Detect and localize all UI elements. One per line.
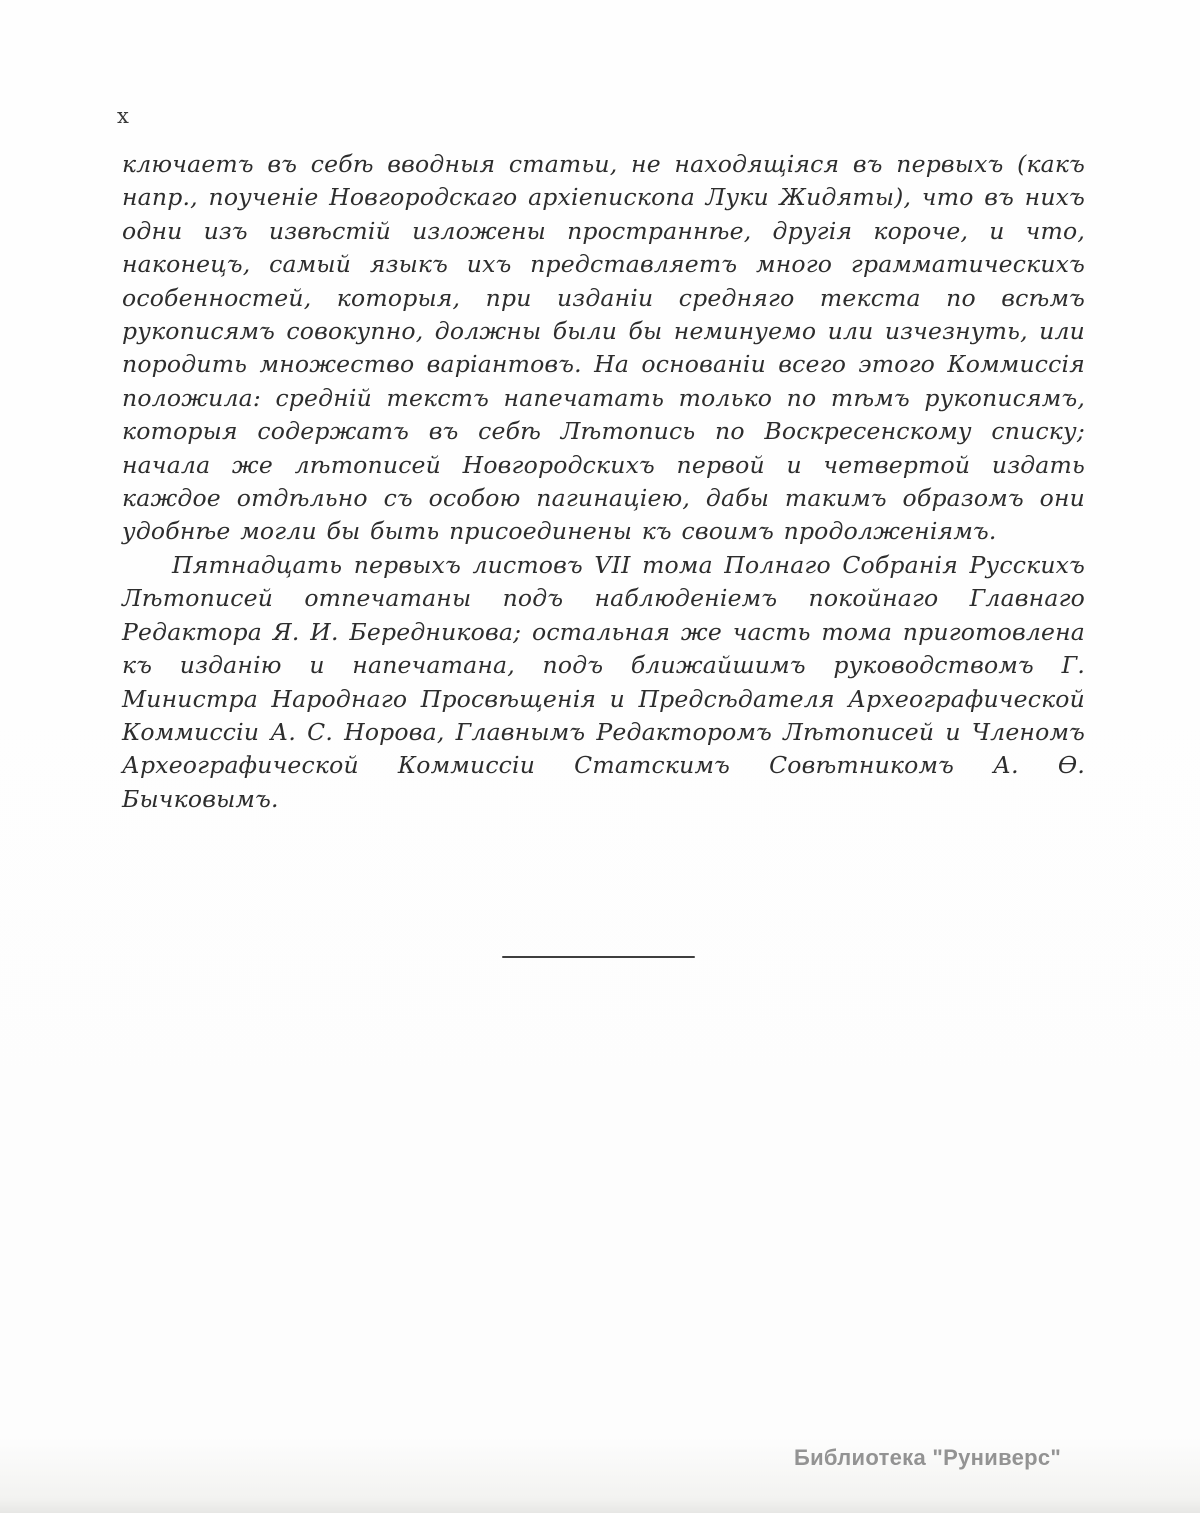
library-watermark: Библиотека "Руниверс" [794, 1445, 1062, 1470]
paragraph-colophon: Пятнадцать первыхъ листовъ VII тома Полнаго Собранія Русскихъ Лѣтописей отпечатаны подъ наблюденіемъ покойнаго Главнаго Редактора Я. И. Бередникова; остальная же часть тома приготовлена къ изданію и напечатана, подъ ближайшимъ руководствомъ Г. Министра Народнаго Просвѣщенія и Предсѣдателя Археографической Коммиссіи А. С. Норова, Главнымъ Редакторомъ Лѣтописей и Членомъ Археографической Коммиссіи Статскимъ Совѣтникомъ А. Ѳ. Бычковымъ. [122, 550, 1085, 813]
body-text [122, 148, 1085, 816]
section-divider-rule [502, 956, 695, 958]
page-number: x [117, 104, 129, 128]
paragraph-continuation: ключаетъ въ себѣ вводныя статьи, не находящіяся въ первыхъ (какъ напр., поученіе Новгородскаго архіепископа Луки Жидяты), что въ нихъ одни изъ извѣстій изложены пространнѣе, другія короче, и что, наконецъ, самый языкъ ихъ представляетъ много грамматическихъ особенностей, которыя, при изданіи средняго текста по всѣмъ рукописямъ совокупно, должны были бы неминуемо или изчезнуть, или породить множество варіантовъ. На основаніи всего этого Коммиссія положила: средній текстъ напечатать только по тѣмъ рукописямъ, которыя содержатъ въ себѣ Лѣтопись по Воскресенскому списку; начала же лѣтописей Новгородскихъ первой и четвертой издать каждое отдѣльно съ особою пагинаціею, дабы такимъ образомъ они удобнѣе могли бы быть присоединены къ своимъ продолженіямъ. [122, 150, 1085, 546]
